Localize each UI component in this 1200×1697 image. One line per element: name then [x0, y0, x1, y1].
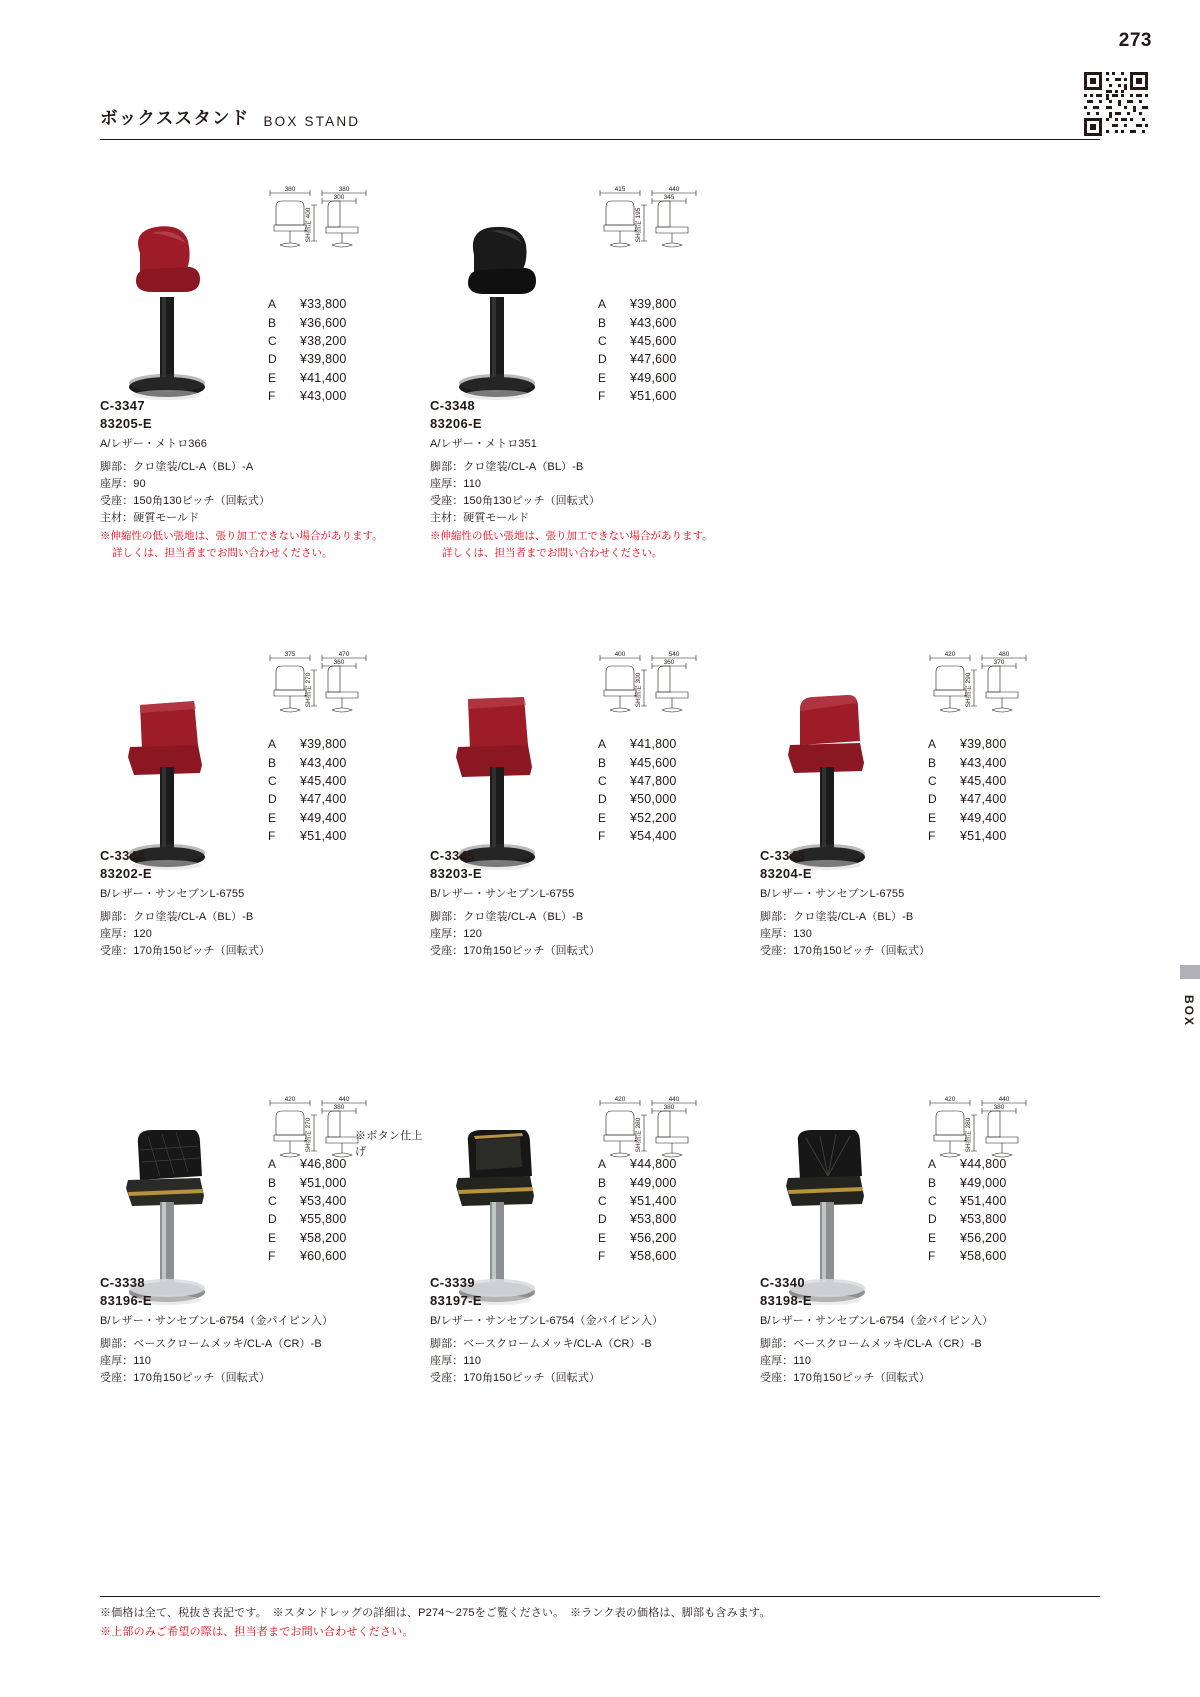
- spec-line: 受座：170角150ピッチ（回転式）: [430, 1372, 601, 1385]
- price-amount: ¥33,800: [300, 297, 347, 312]
- price-rank: D: [928, 792, 937, 807]
- product-item-number: 83206-E: [430, 416, 482, 431]
- product-item-number: 83202-E: [100, 866, 152, 881]
- footer-note-1: ※価格は全て、税抜き表記です。 ※スタンドレッグの詳細は、P274～275をご覧ください。 ※ランク表の価格は、脚部も含みます。: [100, 1607, 771, 1619]
- svg-text:SH指定 270: SH指定 270: [305, 672, 312, 708]
- price-amount: ¥36,600: [300, 315, 347, 330]
- price-rank: F: [598, 829, 606, 844]
- price-rank: B: [598, 1175, 607, 1190]
- price-amount: ¥49,400: [300, 810, 347, 825]
- price-row: [598, 772, 704, 790]
- product-code: C-3340: [760, 1275, 806, 1290]
- price-rank: E: [928, 1230, 937, 1245]
- product-spec: [760, 1313, 993, 1387]
- price-row: [598, 332, 704, 350]
- price-row: [598, 1155, 704, 1173]
- price-amount: ¥43,400: [300, 755, 347, 770]
- price-amount: ¥51,400: [960, 829, 1007, 844]
- svg-text:470: 470: [338, 651, 350, 658]
- price-row: [268, 827, 374, 845]
- svg-text:440: 440: [668, 186, 680, 193]
- svg-text:540: 540: [668, 651, 680, 658]
- price-rank: B: [928, 1175, 937, 1190]
- price-rank: B: [598, 755, 607, 770]
- price-row: [598, 1173, 704, 1191]
- product-grade: B/レザー・サンセブンL-6755: [760, 888, 905, 900]
- price-amount: ¥52,200: [630, 810, 677, 825]
- price-row: [598, 350, 704, 368]
- price-table: [928, 735, 1034, 845]
- price-amount: ¥53,400: [300, 1193, 347, 1208]
- price-amount: ¥39,800: [960, 737, 1007, 752]
- warning-line: ※伸縮性の低い張地は、張り加工できない場合があります。: [430, 530, 713, 543]
- price-table: [268, 1155, 374, 1265]
- price-row: [268, 350, 374, 368]
- price-rank: A: [928, 737, 937, 752]
- spec-line: 座厚：120: [100, 928, 152, 941]
- side-tab: [1180, 965, 1200, 1085]
- price-amount: ¥49,600: [630, 370, 677, 385]
- product-grade: B/レザー・サンセブンL-6755: [100, 888, 245, 900]
- product-photo: [430, 225, 580, 415]
- svg-text:440: 440: [668, 1096, 680, 1103]
- price-row: [268, 1210, 374, 1228]
- svg-text:400: 400: [614, 651, 626, 658]
- product-code: C-3345: [430, 848, 476, 863]
- dimension-drawing: [920, 650, 1040, 730]
- product-item-number: 83204-E: [760, 866, 812, 881]
- price-rank: C: [268, 773, 277, 788]
- spec-line: 受座：170角150ピッチ（回転式）: [100, 1372, 271, 1385]
- price-rank: C: [598, 773, 607, 788]
- price-rank: F: [268, 389, 276, 404]
- spec-line: 脚部：ベースクロームメッキ/CL-A（CR）-B: [100, 1338, 322, 1351]
- price-row: [268, 753, 374, 771]
- price-rank: E: [598, 1230, 607, 1245]
- svg-text:480: 480: [998, 651, 1010, 658]
- price-rank: F: [598, 389, 606, 404]
- svg-text:380: 380: [663, 1104, 675, 1111]
- product-info: [430, 398, 713, 561]
- price-rank: C: [928, 773, 937, 788]
- svg-text:SH指定 270: SH指定 270: [305, 1117, 312, 1153]
- price-rank: A: [598, 1157, 607, 1172]
- svg-text:440: 440: [338, 1096, 350, 1103]
- spec-line: 受座：170角150ピッチ（回転式）: [100, 945, 271, 958]
- price-row: [268, 772, 374, 790]
- dimension-drawing: [590, 185, 710, 265]
- price-row: [928, 827, 1034, 845]
- svg-text:360: 360: [333, 659, 345, 666]
- page-footer: [100, 1596, 1100, 1639]
- price-row: [928, 1247, 1034, 1265]
- dimension-drawing: [590, 650, 710, 730]
- price-rank: F: [598, 1249, 606, 1264]
- product-grade: B/レザー・サンセブンL-6754（金パイピン入）: [100, 1315, 334, 1327]
- side-tab-label: BOX: [1182, 995, 1196, 1028]
- price-rank: B: [268, 1175, 277, 1190]
- price-rank: E: [598, 810, 607, 825]
- price-row: [268, 369, 374, 387]
- product-item-number: 83197-E: [430, 1293, 482, 1308]
- product-info: [100, 1275, 333, 1387]
- price-row: [928, 735, 1034, 753]
- spec-line: 脚部：クロ塗装/CL-A（BL）-B: [760, 911, 914, 924]
- page-title-ja: ボックススタンド: [100, 108, 250, 128]
- price-row: [928, 1192, 1034, 1210]
- price-rank: B: [598, 315, 607, 330]
- price-amount: ¥43,000: [300, 389, 347, 404]
- price-rank: A: [268, 737, 277, 752]
- product-info: [100, 848, 270, 960]
- price-row: [268, 332, 374, 350]
- price-row: [928, 809, 1034, 827]
- product-info: [100, 398, 383, 561]
- price-amount: ¥45,400: [960, 773, 1007, 788]
- price-amount: ¥51,400: [960, 1193, 1007, 1208]
- price-row: [268, 1173, 374, 1191]
- product-item-number: 83203-E: [430, 866, 482, 881]
- price-amount: ¥41,800: [630, 737, 677, 752]
- product-code: C-3346: [760, 848, 806, 863]
- price-row: [598, 735, 704, 753]
- product-grade: A/レザー・メトロ366: [100, 438, 207, 450]
- price-row: [928, 772, 1034, 790]
- price-rank: F: [268, 1249, 276, 1264]
- dimension-drawing: [260, 185, 380, 265]
- warning-line: 詳しくは、担当者までお問い合わせください。: [112, 546, 333, 559]
- warning-line: 詳しくは、担当者までお問い合わせください。: [442, 546, 663, 559]
- price-amount: ¥51,600: [630, 389, 677, 404]
- spec-line: 脚部：クロ塗装/CL-A（BL）-A: [100, 461, 254, 474]
- price-rank: C: [598, 333, 607, 348]
- spec-line: 座厚：110: [430, 478, 482, 491]
- price-row: [268, 1247, 374, 1265]
- svg-text:SH指定 290: SH指定 290: [965, 672, 972, 708]
- price-row: [268, 1192, 374, 1210]
- price-table: [268, 735, 374, 845]
- price-row: [268, 809, 374, 827]
- product-info: [760, 1275, 993, 1387]
- spec-line: 座厚：110: [430, 1355, 482, 1368]
- price-amount: ¥49,400: [960, 810, 1007, 825]
- price-row: [928, 1229, 1034, 1247]
- spec-line: 座厚：90: [100, 478, 146, 491]
- spec-line: 主材：硬質モールド: [100, 512, 200, 525]
- svg-text:380: 380: [284, 186, 296, 193]
- spec-line: 座厚：110: [100, 1355, 152, 1368]
- price-row: [928, 790, 1034, 808]
- price-rank: F: [928, 1249, 936, 1264]
- price-amount: ¥58,600: [960, 1249, 1007, 1264]
- spec-line: 脚部：クロ塗装/CL-A（BL）-B: [100, 911, 254, 924]
- price-rank: D: [598, 352, 607, 367]
- svg-text:380: 380: [338, 186, 350, 193]
- price-rank: C: [268, 1193, 277, 1208]
- product-item-number: 83196-E: [100, 1293, 152, 1308]
- footer-note-2: ※上部のみご希望の際は、担当者までお問い合わせください。: [100, 1626, 414, 1638]
- svg-text:420: 420: [944, 651, 956, 658]
- price-amount: ¥51,400: [300, 829, 347, 844]
- page-number: 273: [1118, 30, 1152, 51]
- price-rank: D: [268, 792, 277, 807]
- spec-line: 座厚：120: [430, 928, 482, 941]
- price-rank: D: [268, 1212, 277, 1227]
- price-rank: A: [598, 297, 607, 312]
- footer-divider: [100, 1596, 1100, 1597]
- product-info: [430, 1275, 663, 1387]
- price-amount: ¥43,400: [960, 755, 1007, 770]
- price-row: [268, 1229, 374, 1247]
- price-rank: A: [598, 737, 607, 752]
- price-amount: ¥44,800: [960, 1157, 1007, 1172]
- spec-line: 受座：170角150ピッチ（回転式）: [760, 945, 931, 958]
- product-spec: [100, 886, 270, 960]
- price-rank: F: [268, 829, 276, 844]
- side-tab-marker: [1180, 965, 1200, 979]
- price-table: [598, 295, 704, 405]
- price-amount: ¥45,600: [630, 333, 677, 348]
- price-rank: B: [928, 755, 937, 770]
- svg-text:370: 370: [993, 659, 1005, 666]
- product-warning: [100, 528, 383, 561]
- product-photo: [100, 225, 250, 415]
- product-grade: B/レザー・サンセブンL-6755: [430, 888, 575, 900]
- price-amount: ¥56,200: [960, 1230, 1007, 1245]
- price-amount: ¥55,800: [300, 1212, 347, 1227]
- price-amount: ¥46,800: [300, 1157, 347, 1172]
- price-row: [598, 1247, 704, 1265]
- spec-line: 受座：170角150ピッチ（回転式）: [430, 945, 601, 958]
- svg-text:345: 345: [663, 194, 675, 201]
- svg-text:415: 415: [614, 186, 626, 193]
- price-table: [598, 735, 704, 845]
- price-rank: A: [268, 297, 277, 312]
- svg-text:SH指定 300: SH指定 300: [635, 672, 642, 708]
- svg-text:420: 420: [614, 1096, 626, 1103]
- price-row: [598, 753, 704, 771]
- price-amount: ¥39,800: [300, 352, 347, 367]
- spec-line: 脚部：クロ塗装/CL-A（BL）-B: [430, 911, 584, 924]
- price-row: [928, 753, 1034, 771]
- price-amount: ¥51,400: [630, 1193, 677, 1208]
- price-row: [268, 1155, 374, 1173]
- price-row: [928, 1155, 1034, 1173]
- price-row: [268, 313, 374, 331]
- price-amount: ¥60,600: [300, 1249, 347, 1264]
- product-grade: A/レザー・メトロ351: [430, 438, 537, 450]
- spec-line: 受座：150角130ピッチ（回転式）: [100, 495, 271, 508]
- svg-text:420: 420: [944, 1096, 956, 1103]
- svg-text:440: 440: [998, 1096, 1010, 1103]
- price-row: [598, 1192, 704, 1210]
- price-row: [928, 1173, 1034, 1191]
- price-rank: F: [928, 829, 936, 844]
- product-code: C-3347: [100, 398, 146, 413]
- price-row: [268, 790, 374, 808]
- svg-text:420: 420: [284, 1096, 296, 1103]
- price-rank: D: [598, 1212, 607, 1227]
- price-amount: ¥51,000: [300, 1175, 347, 1190]
- price-row: [598, 1229, 704, 1247]
- product-item-number: 83205-E: [100, 416, 152, 431]
- svg-text:375: 375: [284, 651, 296, 658]
- product-spec: [430, 436, 713, 527]
- product-note: ※ボタン仕上げ: [355, 1130, 423, 1158]
- spec-line: 脚部：ベースクロームメッキ/CL-A（CR）-B: [760, 1338, 982, 1351]
- svg-text:SH指定 280: SH指定 280: [965, 1117, 972, 1153]
- svg-text:SH指定 280: SH指定 280: [635, 1117, 642, 1153]
- price-amount: ¥49,000: [960, 1175, 1007, 1190]
- product-code: C-3348: [430, 398, 476, 413]
- price-amount: ¥54,400: [630, 829, 677, 844]
- spec-line: 座厚：110: [760, 1355, 812, 1368]
- spec-line: 受座：170角150ピッチ（回転式）: [760, 1372, 931, 1385]
- spec-line: 受座：150角130ピッチ（回転式）: [430, 495, 601, 508]
- price-rank: C: [598, 1193, 607, 1208]
- product-spec: [430, 886, 600, 960]
- price-rank: C: [268, 333, 277, 348]
- spec-line: 座厚：130: [760, 928, 812, 941]
- price-amount: ¥53,800: [960, 1212, 1007, 1227]
- price-rank: E: [928, 810, 937, 825]
- price-rank: E: [268, 810, 277, 825]
- product-warning: [430, 528, 713, 561]
- price-rank: D: [598, 792, 607, 807]
- price-row: [598, 313, 704, 331]
- product-code: C-3344: [100, 848, 146, 863]
- price-amount: ¥39,800: [630, 297, 677, 312]
- product-code: C-3339: [430, 1275, 476, 1290]
- price-row: [598, 369, 704, 387]
- price-rank: A: [928, 1157, 937, 1172]
- product-info: [430, 848, 600, 960]
- price-amount: ¥39,800: [300, 737, 347, 752]
- price-amount: ¥58,600: [630, 1249, 677, 1264]
- svg-text:380: 380: [993, 1104, 1005, 1111]
- svg-text:SH指定 195: SH指定 195: [635, 207, 642, 243]
- spec-line: 主材：硬質モールド: [430, 512, 530, 525]
- price-amount: ¥44,800: [630, 1157, 677, 1172]
- price-amount: ¥45,400: [300, 773, 347, 788]
- price-amount: ¥47,400: [300, 792, 347, 807]
- price-rank: E: [598, 370, 607, 385]
- svg-text:SH指定 400: SH指定 400: [305, 207, 312, 243]
- price-row: [598, 295, 704, 313]
- product-grade: B/レザー・サンセブンL-6754（金パイピン入）: [430, 1315, 664, 1327]
- spec-line: 脚部：クロ塗装/CL-A（BL）-B: [430, 461, 584, 474]
- product-spec: [100, 1313, 333, 1387]
- svg-text:360: 360: [663, 659, 675, 666]
- price-row: [598, 1210, 704, 1228]
- product-info: [760, 848, 930, 960]
- price-rank: A: [268, 1157, 277, 1172]
- price-amount: ¥47,800: [630, 773, 677, 788]
- product-code: C-3338: [100, 1275, 146, 1290]
- price-row: [598, 827, 704, 845]
- price-rank: B: [268, 755, 277, 770]
- price-rank: C: [928, 1193, 937, 1208]
- price-row: [598, 809, 704, 827]
- product-spec: [430, 1313, 663, 1387]
- dimension-drawing: [260, 650, 380, 730]
- price-amount: ¥43,600: [630, 315, 677, 330]
- spec-line: 脚部：ベースクロームメッキ/CL-A（CR）-B: [430, 1338, 652, 1351]
- product-spec: [100, 436, 383, 527]
- warning-line: ※伸縮性の低い張地は、張り加工できない場合があります。: [100, 530, 383, 543]
- price-rank: D: [268, 352, 277, 367]
- price-amount: ¥41,400: [300, 370, 347, 385]
- price-amount: ¥50,000: [630, 792, 677, 807]
- price-rank: D: [928, 1212, 937, 1227]
- price-row: [598, 790, 704, 808]
- header-divider: [100, 139, 1100, 140]
- product-grade: B/レザー・サンセブンL-6754（金パイピン入）: [760, 1315, 994, 1327]
- page-title-en: BOX STAND: [263, 114, 361, 129]
- price-row: [268, 295, 374, 313]
- price-amount: ¥47,600: [630, 352, 677, 367]
- page-header: [100, 105, 1100, 140]
- price-rank: E: [268, 1230, 277, 1245]
- product-spec: [760, 886, 930, 960]
- price-amount: ¥49,000: [630, 1175, 677, 1190]
- price-rank: E: [268, 370, 277, 385]
- price-amount: ¥38,200: [300, 333, 347, 348]
- price-rank: B: [268, 315, 277, 330]
- product-item-number: 83198-E: [760, 1293, 812, 1308]
- price-row: [928, 1210, 1034, 1228]
- price-amount: ¥58,200: [300, 1230, 347, 1245]
- price-amount: ¥56,200: [630, 1230, 677, 1245]
- price-amount: ¥45,600: [630, 755, 677, 770]
- svg-text:300: 300: [333, 194, 345, 201]
- price-table: [928, 1155, 1034, 1265]
- svg-text:380: 380: [333, 1104, 345, 1111]
- price-row: [268, 735, 374, 753]
- price-amount: ¥53,800: [630, 1212, 677, 1227]
- price-table: [268, 295, 374, 405]
- price-table: [598, 1155, 704, 1265]
- price-amount: ¥47,400: [960, 792, 1007, 807]
